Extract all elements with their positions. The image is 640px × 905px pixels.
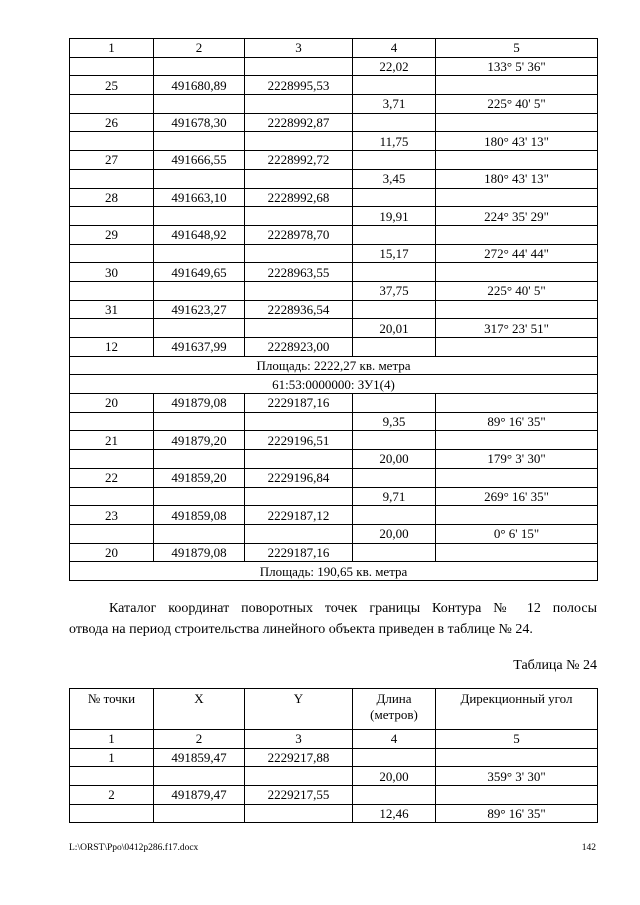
empty-cell: [70, 281, 154, 300]
column-number-row: [70, 39, 598, 58]
paragraph-line-1: Каталог координат поворотных точек границы Контура № 12 полосы: [109, 601, 597, 616]
y-coordinate-cell: 2229187,16: [245, 394, 353, 413]
empty-cell: [154, 319, 245, 338]
empty-cell: [436, 748, 598, 767]
point-number-cell: 31: [70, 300, 154, 319]
point-row: [70, 506, 598, 525]
x-coordinate-cell: 491649,65: [154, 263, 245, 282]
empty-cell: [70, 412, 154, 431]
x-coordinate-cell: 491680,89: [154, 76, 245, 95]
point-number-cell: 28: [70, 188, 154, 207]
y-coordinate-cell: 2228992,68: [245, 188, 353, 207]
point-number-cell: 2: [70, 786, 154, 805]
header-y: Y: [245, 689, 353, 730]
empty-cell: [70, 244, 154, 263]
segment-row: [70, 95, 598, 114]
empty-cell: [245, 319, 353, 338]
column-number-cell: 4: [353, 39, 436, 58]
empty-cell: [245, 281, 353, 300]
column-number-cell: 4: [353, 730, 436, 749]
empty-cell: [353, 431, 436, 450]
footer-file-path: L:\ORST\Ppo\0412p286.f17.docx: [69, 843, 199, 853]
empty-cell: [70, 169, 154, 188]
segment-row: [70, 319, 598, 338]
empty-cell: [245, 804, 353, 823]
segment-row: [70, 450, 598, 469]
point-row: [70, 786, 598, 805]
empty-cell: [154, 169, 245, 188]
x-coordinate-cell: 491879,08: [154, 394, 245, 413]
length-cell: 3,45: [353, 169, 436, 188]
empty-cell: [154, 412, 245, 431]
direction-angle-cell: 0° 6' 15": [436, 524, 598, 543]
empty-cell: [70, 524, 154, 543]
coordinates-table-continued: [69, 38, 598, 581]
length-cell: 9,71: [353, 487, 436, 506]
length-cell: 37,75: [353, 281, 436, 300]
empty-cell: [436, 543, 598, 562]
x-coordinate-cell: 491648,92: [154, 225, 245, 244]
point-row: [70, 338, 598, 357]
point-row: [70, 394, 598, 413]
column-number-cell: 5: [436, 730, 598, 749]
segment-row: [70, 487, 598, 506]
empty-cell: [353, 113, 436, 132]
column-number-cell: 1: [70, 730, 154, 749]
length-cell: 22,02: [353, 57, 436, 76]
direction-angle-cell: 224° 35' 29": [436, 207, 598, 226]
length-cell: 20,00: [353, 450, 436, 469]
empty-cell: [154, 524, 245, 543]
point-number-cell: 22: [70, 468, 154, 487]
segment-row: [70, 767, 598, 786]
empty-cell: [70, 767, 154, 786]
point-row: [70, 76, 598, 95]
direction-angle-cell: 317° 23' 51": [436, 319, 598, 338]
empty-cell: [353, 76, 436, 95]
header-length: Длина (метров): [353, 689, 436, 730]
empty-cell: [436, 468, 598, 487]
empty-cell: [245, 207, 353, 226]
empty-cell: [436, 300, 598, 319]
point-number-cell: 1: [70, 748, 154, 767]
direction-angle-cell: 180° 43' 13": [436, 169, 598, 188]
empty-cell: [154, 804, 245, 823]
column-number-row: [70, 730, 598, 749]
column-number-cell: 3: [245, 730, 353, 749]
direction-angle-cell: 179° 3' 30": [436, 450, 598, 469]
segment-row: [70, 244, 598, 263]
empty-cell: [154, 281, 245, 300]
segment-row: [70, 281, 598, 300]
column-number-cell: 3: [245, 39, 353, 58]
summary-cell: 61:53:0000000: ЗУ1(4): [70, 375, 598, 394]
point-number-cell: 29: [70, 225, 154, 244]
direction-angle-cell: 272° 44' 44": [436, 244, 598, 263]
empty-cell: [245, 767, 353, 786]
empty-cell: [436, 338, 598, 357]
length-cell: 9,35: [353, 412, 436, 431]
empty-cell: [436, 151, 598, 170]
x-coordinate-cell: 491879,47: [154, 786, 245, 805]
empty-cell: [353, 748, 436, 767]
empty-cell: [154, 487, 245, 506]
empty-cell: [353, 300, 436, 319]
y-coordinate-cell: 2228978,70: [245, 225, 353, 244]
direction-angle-cell: 89° 16' 35": [436, 412, 598, 431]
x-coordinate-cell: 491859,08: [154, 506, 245, 525]
x-coordinate-cell: 491663,10: [154, 188, 245, 207]
empty-cell: [154, 207, 245, 226]
empty-cell: [154, 767, 245, 786]
empty-cell: [245, 450, 353, 469]
empty-cell: [245, 524, 353, 543]
empty-cell: [245, 132, 353, 151]
y-coordinate-cell: 2228936,54: [245, 300, 353, 319]
point-row: [70, 748, 598, 767]
point-number-cell: 26: [70, 113, 154, 132]
point-row: [70, 263, 598, 282]
empty-cell: [245, 95, 353, 114]
column-number-cell: 5: [436, 39, 598, 58]
x-coordinate-cell: 491637,99: [154, 338, 245, 357]
empty-cell: [353, 188, 436, 207]
empty-cell: [436, 506, 598, 525]
segment-row: [70, 57, 598, 76]
empty-cell: [154, 57, 245, 76]
direction-angle-cell: 225° 40' 5": [436, 95, 598, 114]
y-coordinate-cell: 2229196,51: [245, 431, 353, 450]
point-number-cell: 23: [70, 506, 154, 525]
empty-cell: [245, 57, 353, 76]
direction-angle-cell: 133° 5' 36": [436, 57, 598, 76]
empty-cell: [245, 412, 353, 431]
point-row: [70, 188, 598, 207]
point-number-cell: 21: [70, 431, 154, 450]
x-coordinate-cell: 491879,08: [154, 543, 245, 562]
y-coordinate-cell: 2228963,55: [245, 263, 353, 282]
x-coordinate-cell: 491859,20: [154, 468, 245, 487]
empty-cell: [436, 263, 598, 282]
empty-cell: [70, 319, 154, 338]
point-row: [70, 468, 598, 487]
empty-cell: [353, 786, 436, 805]
empty-cell: [245, 169, 353, 188]
paragraph-line-2: отвода на период строительства линейного объекта приведен в таблице № 24.: [69, 622, 533, 637]
empty-cell: [70, 95, 154, 114]
empty-cell: [436, 786, 598, 805]
empty-cell: [353, 394, 436, 413]
header-direction-angle: Дирекционный угол: [436, 689, 598, 730]
y-coordinate-cell: 2229187,12: [245, 506, 353, 525]
point-row: [70, 225, 598, 244]
segment-row: [70, 524, 598, 543]
length-cell: 20,00: [353, 524, 436, 543]
segment-row: [70, 804, 598, 823]
point-number-cell: 12: [70, 338, 154, 357]
header-x: X: [154, 689, 245, 730]
empty-cell: [245, 487, 353, 506]
empty-cell: [353, 506, 436, 525]
segment-row: [70, 169, 598, 188]
summary-row: [70, 562, 598, 581]
direction-angle-cell: 225° 40' 5": [436, 281, 598, 300]
y-coordinate-cell: 2228992,87: [245, 113, 353, 132]
table-header-row: [70, 689, 598, 730]
y-coordinate-cell: 2229187,16: [245, 543, 353, 562]
point-row: [70, 113, 598, 132]
empty-cell: [436, 188, 598, 207]
empty-cell: [70, 804, 154, 823]
point-number-cell: 25: [70, 76, 154, 95]
summary-row: [70, 375, 598, 394]
empty-cell: [353, 543, 436, 562]
direction-angle-cell: 269° 16' 35": [436, 487, 598, 506]
x-coordinate-cell: 491623,27: [154, 300, 245, 319]
y-coordinate-cell: 2229217,88: [245, 748, 353, 767]
length-cell: 15,17: [353, 244, 436, 263]
point-row: [70, 300, 598, 319]
segment-row: [70, 207, 598, 226]
empty-cell: [154, 450, 245, 469]
length-cell: 19,91: [353, 207, 436, 226]
empty-cell: [70, 450, 154, 469]
empty-cell: [154, 132, 245, 151]
segment-row: [70, 132, 598, 151]
length-cell: 20,00: [353, 767, 436, 786]
empty-cell: [70, 487, 154, 506]
point-number-cell: 27: [70, 151, 154, 170]
x-coordinate-cell: 491879,20: [154, 431, 245, 450]
empty-cell: [436, 394, 598, 413]
length-cell: 3,71: [353, 95, 436, 114]
point-row: [70, 543, 598, 562]
column-number-cell: 1: [70, 39, 154, 58]
header-point-number: № точки: [70, 689, 154, 730]
empty-cell: [245, 244, 353, 263]
length-cell: 20,01: [353, 319, 436, 338]
empty-cell: [70, 57, 154, 76]
length-cell: 12,46: [353, 804, 436, 823]
direction-angle-cell: 89° 16' 35": [436, 804, 598, 823]
summary-cell: Площадь: 190,65 кв. метра: [70, 562, 598, 581]
empty-cell: [70, 132, 154, 151]
y-coordinate-cell: 2229196,84: [245, 468, 353, 487]
length-cell: 11,75: [353, 132, 436, 151]
point-row: [70, 431, 598, 450]
empty-cell: [436, 225, 598, 244]
empty-cell: [353, 338, 436, 357]
summary-row: [70, 356, 598, 375]
catalog-paragraph: [69, 598, 597, 640]
point-number-cell: 20: [70, 394, 154, 413]
y-coordinate-cell: 2228992,72: [245, 151, 353, 170]
empty-cell: [436, 76, 598, 95]
x-coordinate-cell: 491666,55: [154, 151, 245, 170]
empty-cell: [353, 225, 436, 244]
empty-cell: [154, 244, 245, 263]
empty-cell: [436, 113, 598, 132]
table-caption: Таблица № 24: [513, 658, 597, 673]
point-number-cell: 30: [70, 263, 154, 282]
coordinates-table-24: [69, 688, 598, 823]
empty-cell: [436, 431, 598, 450]
direction-angle-cell: 180° 43' 13": [436, 132, 598, 151]
point-number-cell: 20: [70, 543, 154, 562]
summary-cell: Площадь: 2222,27 кв. метра: [70, 356, 598, 375]
segment-row: [70, 412, 598, 431]
empty-cell: [353, 468, 436, 487]
y-coordinate-cell: 2229217,55: [245, 786, 353, 805]
column-number-cell: 2: [154, 730, 245, 749]
direction-angle-cell: 359° 3' 30": [436, 767, 598, 786]
x-coordinate-cell: 491678,30: [154, 113, 245, 132]
empty-cell: [353, 263, 436, 282]
column-number-cell: 2: [154, 39, 245, 58]
x-coordinate-cell: 491859,47: [154, 748, 245, 767]
empty-cell: [154, 95, 245, 114]
y-coordinate-cell: 2228923,00: [245, 338, 353, 357]
footer-page-number: 142: [581, 843, 596, 853]
empty-cell: [353, 151, 436, 170]
point-row: [70, 151, 598, 170]
y-coordinate-cell: 2228995,53: [245, 76, 353, 95]
empty-cell: [70, 207, 154, 226]
